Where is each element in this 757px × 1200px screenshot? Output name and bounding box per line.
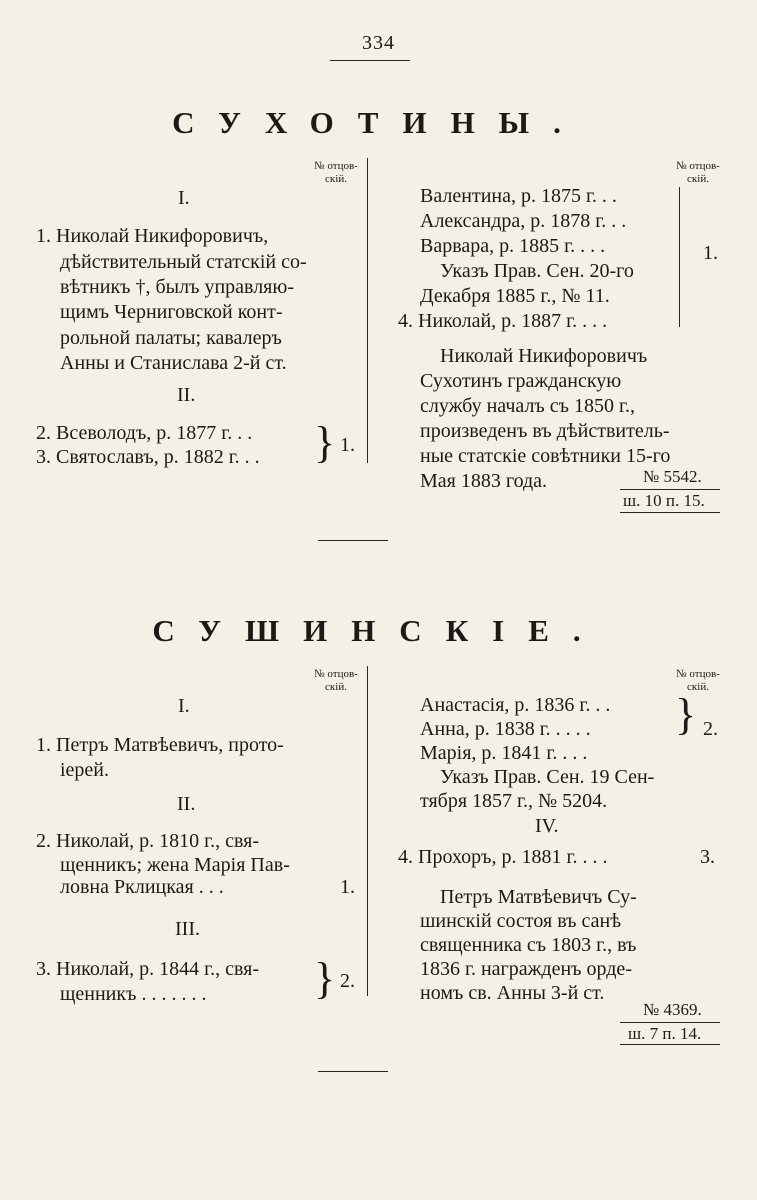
section1-entry1-line: щимъ Черниговской конт-: [60, 301, 283, 323]
section2-right-line: Марія, р. 1841 г. . . .: [420, 742, 588, 764]
section2-entry1-line: іерей.: [60, 759, 110, 781]
section1-shelf-rule: [620, 512, 720, 513]
section2-note-line: 1836 г. награжденъ орде-: [420, 958, 632, 980]
section2-right-line: Анна, р. 1838 г. . . . .: [420, 718, 591, 740]
section1-right-father-ref: 1.: [703, 242, 718, 264]
section1-left-brace: }: [314, 418, 336, 467]
section1-left-father-ref: 1.: [340, 434, 355, 456]
section1-entry2: 2. Всеволодъ, р. 1877 г. . .: [36, 422, 253, 444]
section2-entry4-ref: 3.: [700, 846, 715, 868]
section1-right-line: Декабря 1885 г., № 11.: [420, 285, 610, 307]
section1-right-bracket: [679, 187, 680, 327]
section1-note-line: произведенъ въ дѣйствитель-: [420, 420, 670, 442]
section2-note-line: Петръ Матвѣевичъ Су-: [440, 886, 637, 908]
section1-shelf-mark: ш. 10 п. 15.: [623, 491, 705, 510]
section2-entry4: 4. Прохоръ, р. 1881 г. . . .: [398, 846, 608, 868]
section1-right-line: Варвара, р. 1885 г. . . .: [420, 235, 606, 257]
section2-shelf-mark: ш. 7 п. 14.: [628, 1024, 702, 1043]
section1-entry3: 3. Святославъ, р. 1882 г. . .: [36, 446, 260, 468]
section1-entry1-line: рольной палаты; кавалеръ: [60, 327, 282, 349]
section2-title: СУШИНСКІЕ.: [152, 613, 605, 648]
section1-note-line: Сухотинъ гражданскую: [420, 370, 622, 392]
section2-entry3-line: 3. Николай, р. 1844 г., свя-: [36, 958, 260, 980]
section1-roman-1: I.: [178, 187, 190, 209]
section2-note-line: священника съ 1803 г., въ: [420, 934, 637, 956]
section1-right-line: 4. Николай, р. 1887 г. . . .: [398, 310, 608, 332]
section2-docno-rule: [620, 1022, 720, 1023]
section1-right-line: Указъ Прав. Сен. 20-го: [440, 260, 634, 282]
section2-right-line: Указъ Прав. Сен. 19 Сен-: [440, 766, 655, 788]
section2-right-line: тября 1857 г., № 5204.: [420, 790, 608, 812]
section2-document-number: № 4369.: [643, 1000, 702, 1019]
section1-note-line: службу началъ съ 1850 г.,: [420, 395, 635, 417]
section1-title: СУХОТИНЫ.: [172, 105, 585, 140]
section1-column-divider: [367, 158, 368, 463]
page-end-rule: [318, 1071, 388, 1072]
section2-note-line: шинскій состоя въ санѣ: [420, 910, 622, 932]
section2-entry2-line: щенникъ; жена Марія Пав-: [60, 854, 290, 876]
section1-right-line: Александра, р. 1878 г. . .: [420, 210, 627, 232]
section2-left-col-header: № отцов- скій.: [314, 668, 358, 693]
section1-note-line: ные статскіе совѣтники 15-го: [420, 445, 671, 467]
section1-left-col-header: № отцов- скій.: [314, 160, 358, 185]
section2-note-line: номъ св. Анны 3-й ст.: [420, 982, 605, 1004]
section2-entry2-line: ловна Рклицкая . . .: [60, 876, 224, 898]
section1-document-number: № 5542.: [643, 467, 702, 486]
section2-right-col-header: № отцов- скій.: [676, 668, 720, 693]
section1-entry1-line: 1. Николай Никифоровичъ,: [36, 225, 269, 247]
section1-entry1-line: дѣйствительный статскій со-: [60, 251, 307, 273]
section1-docno-rule: [620, 489, 720, 490]
section-divider-rule: [318, 540, 388, 541]
page-number: 334: [362, 32, 395, 54]
section2-right-father-ref: 2.: [703, 718, 718, 740]
header-rule: [330, 60, 410, 61]
section2-roman-4: IV.: [535, 815, 559, 837]
section2-shelf-rule: [620, 1044, 720, 1045]
section2-entry3-ref: 2.: [340, 970, 355, 992]
section1-right-col-header: № отцов- скій.: [676, 160, 720, 185]
section2-roman-3: III.: [175, 918, 200, 940]
section1-roman-2: II.: [177, 384, 196, 406]
section1-entry1-line: Анны и Станислава 2-й ст.: [60, 352, 287, 374]
section2-entry1-line: 1. Петръ Матвѣевичъ, прото-: [36, 734, 284, 756]
section2-entry2-line: 2. Николай, р. 1810 г., свя-: [36, 830, 260, 852]
section2-roman-2: II.: [177, 793, 196, 815]
section1-note-line: Мая 1883 года.: [420, 470, 548, 492]
section2-column-divider: [367, 666, 368, 996]
section1-note-line: Николай Никифоровичъ: [440, 345, 648, 367]
section2-roman-1: I.: [178, 695, 190, 717]
section1-right-line: Валентина, р. 1875 г. . .: [420, 185, 617, 207]
section2-right-line: Анастасія, р. 1836 г. . .: [420, 694, 611, 716]
section2-entry3-line: щенникъ . . . . . . .: [60, 983, 207, 1005]
section2-entry2-ref: 1.: [340, 876, 355, 898]
section2-left-brace: }: [314, 954, 336, 1003]
section2-right-brace: }: [675, 690, 697, 739]
section1-entry1-line: вѣтникъ †, былъ управляю-: [60, 276, 294, 298]
